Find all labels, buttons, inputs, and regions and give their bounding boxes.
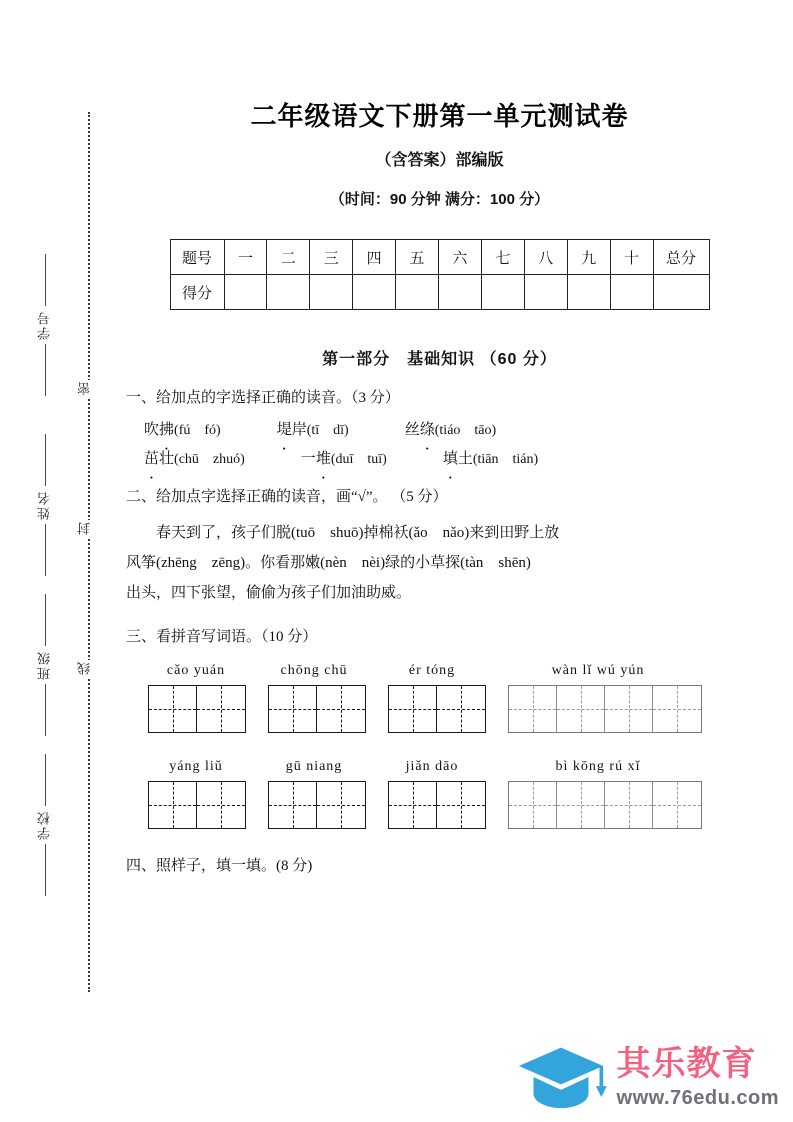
score-table-row-label: 得分 <box>170 275 224 310</box>
tianzige-box[interactable] <box>268 781 366 829</box>
margin-field-class[interactable] <box>24 590 66 740</box>
tianzige-box[interactable] <box>508 685 702 733</box>
tianzige-cell[interactable] <box>437 782 485 828</box>
seal-char-3: 线 <box>78 660 100 677</box>
pinyin-label: gū niang <box>285 758 343 774</box>
question-3-grid-row-2 <box>126 759 753 829</box>
spacer <box>362 663 384 679</box>
spacer <box>366 685 388 733</box>
q1-item-2[interactable]: 堤岸(tī dī) <box>276 421 349 438</box>
tianzige-cell[interactable] <box>605 686 653 732</box>
pinyin-label: cǎo yuán <box>166 662 226 678</box>
margin-rule <box>45 684 46 736</box>
logo-brand: 其乐教育 <box>616 1044 757 1083</box>
dotted-char: 堤 <box>276 421 292 438</box>
tianzige-cell[interactable] <box>149 782 197 828</box>
dotted-char: 茁 <box>144 450 160 467</box>
score-table-col-5: 五 <box>396 240 439 275</box>
spacer <box>245 447 301 468</box>
dotted-char: 绦 <box>419 421 435 438</box>
tianzige-box[interactable] <box>148 781 246 829</box>
score-cell-3[interactable] <box>310 275 353 310</box>
tianzige-cell[interactable] <box>197 686 245 732</box>
seal-char-1: 密 <box>78 380 100 397</box>
spacer <box>486 685 508 733</box>
tianzige-cell[interactable] <box>389 686 437 732</box>
page-title: 二年级语文下册第一单元测试卷 <box>250 101 629 131</box>
spacer <box>244 663 266 679</box>
margin-rule <box>45 524 46 576</box>
question-3-grid-row-1 <box>126 663 753 733</box>
score-cell-8[interactable] <box>524 275 567 310</box>
tianzige-cell[interactable] <box>389 782 437 828</box>
tianzige-box[interactable] <box>388 685 486 733</box>
score-cell-total[interactable] <box>653 275 709 310</box>
tianzige-cell[interactable] <box>509 686 557 732</box>
tianzige-cell[interactable] <box>197 782 245 828</box>
tianzige-box[interactable] <box>268 685 366 733</box>
q1-item-5[interactable]: 一堆(duī tuī) <box>300 450 387 467</box>
pinyin-labels-row-1 <box>126 663 753 679</box>
spacer <box>480 759 502 775</box>
tianzige-cell[interactable] <box>269 686 317 732</box>
paper-content <box>118 0 793 1122</box>
q1-item-6[interactable]: 填土(tiān tián) <box>442 450 539 467</box>
score-cell-6[interactable] <box>438 275 481 310</box>
spacer <box>366 781 388 829</box>
graduation-cap-icon <box>515 1044 607 1110</box>
exam-meta: （时间：90 分钟 满分：100 分） <box>329 191 550 208</box>
tianzige-cell[interactable] <box>653 686 701 732</box>
margin-field-label: 班级 <box>37 650 53 680</box>
score-cell-10[interactable] <box>610 275 653 310</box>
part-one-heading: 第一部分 基础知识 （60 分） <box>322 351 557 368</box>
tianzige-cell[interactable] <box>149 686 197 732</box>
seal-char-2: 封 <box>78 520 100 537</box>
question-3-heading: 三、看拼音写词语。（10 分） <box>126 629 318 645</box>
question-4-heading: 四、照样子，填一填。(8 分) <box>126 857 313 874</box>
tianzige-cell[interactable] <box>509 782 557 828</box>
q1-item-1[interactable]: 吹拂(fú fó) <box>144 421 221 438</box>
spacer <box>244 759 266 775</box>
tianzige-cell[interactable] <box>317 782 365 828</box>
score-cell-2[interactable] <box>267 275 310 310</box>
tianzige-row-2 <box>126 781 753 829</box>
margin-rule <box>45 844 46 896</box>
tianzige-box[interactable] <box>148 685 246 733</box>
score-table-col-9: 九 <box>567 240 610 275</box>
score-table-col-3: 三 <box>310 240 353 275</box>
pinyin-label: jiǎn dāo <box>405 758 459 774</box>
margin-rule <box>45 344 46 396</box>
tianzige-cell[interactable] <box>653 782 701 828</box>
site-logo[interactable] <box>515 1044 779 1110</box>
score-cell-9[interactable] <box>567 275 610 310</box>
question-1-row-1 <box>126 418 753 439</box>
score-table-col-6: 六 <box>438 240 481 275</box>
spacer <box>362 759 384 775</box>
seal-dashed-line <box>88 112 90 992</box>
score-cell-4[interactable] <box>353 275 396 310</box>
question-1-heading: 一、给加点的字选择正确的读音。（3 分） <box>126 390 400 406</box>
logo-url: www.76edu.com <box>616 1086 779 1109</box>
question-2-line-3[interactable]: 出头，四下张望，偷偷为孩子们加油助威。 <box>126 585 412 601</box>
question-2-line-2[interactable]: 风筝(zhēng zēng)。你看那嫩(nèn nèi)绿的小草探(tàn shēn) <box>126 555 531 571</box>
tianzige-cell[interactable] <box>317 686 365 732</box>
spacer <box>221 418 277 439</box>
pinyin-label: wàn lǐ wú yún <box>551 662 645 678</box>
pinyin-labels-row-2 <box>126 759 753 775</box>
spacer <box>349 418 405 439</box>
margin-rule <box>45 754 46 806</box>
score-table-col-7: 七 <box>481 240 524 275</box>
spacer <box>480 663 502 679</box>
margin-rule <box>45 434 46 486</box>
tianzige-box[interactable] <box>388 781 486 829</box>
pinyin-label: yáng liǔ <box>169 758 223 774</box>
margin-field-label: 学号 <box>37 310 53 340</box>
q1-item-4[interactable]: 茁壮(chū zhuó) <box>144 450 245 467</box>
pinyin-label: bì kōng rú xǐ <box>555 758 641 774</box>
margin-rule <box>45 594 46 646</box>
tianzige-row-1 <box>126 685 753 733</box>
seal-margin <box>0 0 118 1122</box>
dotted-char: 堆 <box>315 450 331 467</box>
spacer <box>387 447 443 468</box>
score-table-col-2: 二 <box>267 240 310 275</box>
score-table <box>170 239 710 310</box>
question-1-row-2 <box>126 447 753 468</box>
table-row-scores <box>170 275 709 310</box>
margin-rule <box>45 254 46 306</box>
table-row-question-numbers <box>170 240 709 275</box>
pinyin-label: ér tóng <box>408 662 456 678</box>
spacer <box>486 781 508 829</box>
pinyin-label: chōng chū <box>280 662 348 678</box>
score-cell-7[interactable] <box>481 275 524 310</box>
margin-field-name[interactable] <box>24 430 66 580</box>
dotted-char: 拂 <box>159 421 175 438</box>
tianzige-cell[interactable] <box>437 686 485 732</box>
dotted-char: 填 <box>442 450 458 467</box>
score-table-col-8: 八 <box>524 240 567 275</box>
score-table-col-total: 总分 <box>653 240 709 275</box>
logo-text <box>616 1044 779 1109</box>
q1-item-3[interactable]: 丝绦(tiáo tāo) <box>404 421 497 438</box>
margin-field-label: 学校 <box>37 810 53 840</box>
score-table-col-1: 一 <box>224 240 267 275</box>
spacer <box>246 685 268 733</box>
tianzige-cell[interactable] <box>605 782 653 828</box>
spacer <box>246 781 268 829</box>
margin-field-student-id[interactable] <box>24 250 66 400</box>
score-table-col-10: 十 <box>610 240 653 275</box>
tianzige-cell[interactable] <box>557 782 605 828</box>
tianzige-cell[interactable] <box>269 782 317 828</box>
paper-subtitle: （含答案）部编版 <box>375 152 504 169</box>
score-table-col-4: 四 <box>353 240 396 275</box>
question-2-line-1[interactable]: 春天到了，孩子们脱(tuō shuō)掉棉袄(ǎo nǎo)来到田野上放 <box>156 525 560 541</box>
margin-field-school[interactable] <box>24 750 66 900</box>
score-cell-1[interactable] <box>224 275 267 310</box>
tianzige-cell[interactable] <box>557 686 605 732</box>
score-table-row-label: 题号 <box>170 240 224 275</box>
question-2-heading: 二、给加点字选择正确的读音，画“√”。 （5 分） <box>126 488 448 505</box>
margin-field-label: 姓名 <box>37 490 53 520</box>
tianzige-box[interactable] <box>508 781 702 829</box>
score-cell-5[interactable] <box>396 275 439 310</box>
